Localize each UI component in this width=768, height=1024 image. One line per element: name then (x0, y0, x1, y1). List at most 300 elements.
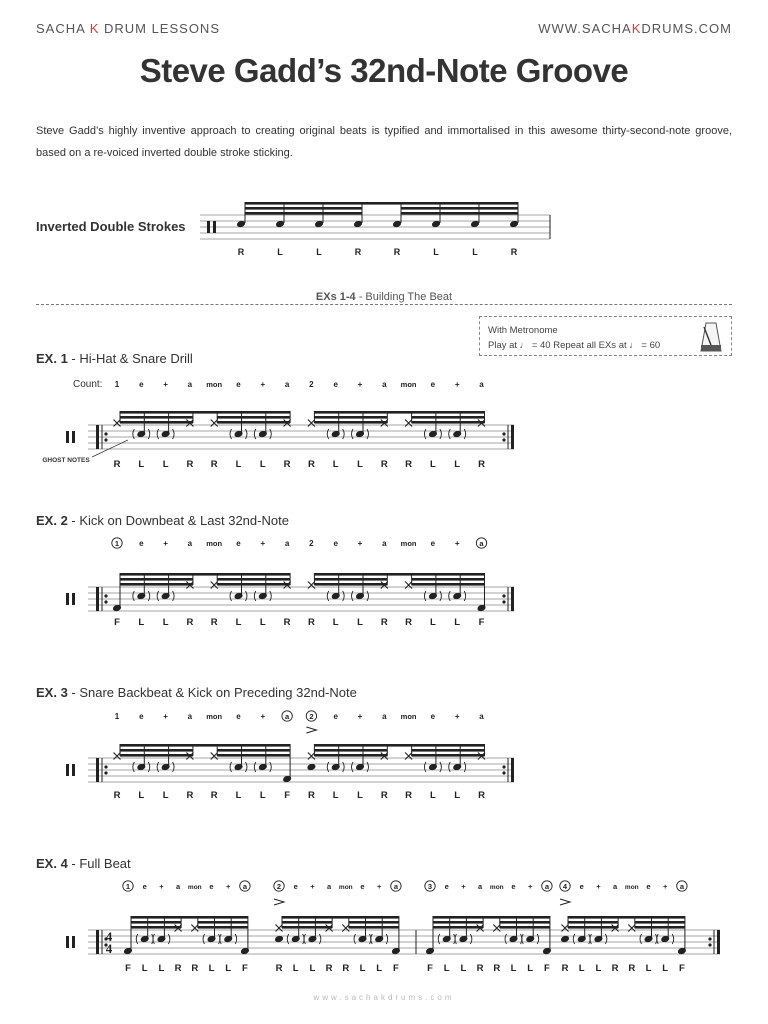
sticking-letter: R (237, 247, 245, 257)
sticking-letter: L (578, 963, 585, 974)
hihat-note (114, 753, 121, 760)
sticking-letter: F (678, 963, 685, 974)
beam (131, 921, 181, 924)
drum-notation (42, 202, 720, 974)
hihat-note (276, 925, 283, 932)
beam (568, 921, 618, 924)
ghost-parenthesis (270, 762, 272, 772)
beam (314, 744, 484, 747)
inverted-double-strokes-label: Inverted Double Strokes (36, 219, 186, 234)
ghost-parenthesis (449, 429, 451, 439)
count-label: + (461, 882, 466, 891)
count-label: mon (489, 884, 504, 891)
sticking-letter: L (235, 459, 242, 470)
beam (314, 583, 387, 586)
sticking-letter: R (380, 459, 388, 470)
ghost-parenthesis (343, 591, 345, 601)
repeat-dot (104, 600, 107, 603)
beam (500, 926, 550, 929)
time-signature: 4 (105, 941, 113, 956)
ghost-parenthesis (230, 429, 232, 439)
beam (198, 926, 248, 929)
ghost-parenthesis (203, 934, 205, 944)
beam (245, 202, 518, 205)
count-label: a (285, 712, 290, 721)
sticking-letter: F (114, 617, 120, 628)
sticking-letter: F (543, 963, 550, 974)
count-label: 3 (427, 882, 433, 891)
sticking-letter: L (259, 790, 266, 801)
hihat-note (308, 753, 315, 760)
beam (433, 916, 550, 919)
repeat-start-bar (96, 758, 99, 782)
ghost-parenthesis (640, 934, 642, 944)
sticking-letter: L (162, 459, 169, 470)
sticking-letter: L (454, 790, 461, 801)
sticking-letter: R (186, 459, 194, 470)
sticking-letter: L (460, 963, 467, 974)
ghost-parenthesis (424, 591, 426, 601)
hihat-note (211, 420, 218, 427)
beam (120, 754, 193, 757)
sticking-letter: L (292, 963, 299, 974)
percussion-clef (207, 221, 210, 233)
beam (120, 411, 290, 414)
count-label: e (333, 380, 338, 389)
count-label: a (382, 539, 387, 548)
count-label: 2 (309, 539, 314, 548)
count-label: e (236, 380, 241, 389)
count-label: e (360, 882, 365, 891)
sticking-letter: R (283, 617, 291, 628)
sticking-letter: F (241, 963, 248, 974)
sticking-letter: L (429, 790, 436, 801)
count-label: mon (338, 884, 353, 891)
sticking-letter: R (210, 459, 218, 470)
ghost-parenthesis (254, 429, 256, 439)
count-label: e (579, 882, 584, 891)
count-label: a (284, 539, 290, 548)
ghost-parenthesis (287, 934, 289, 944)
intro-paragraph: Steve Gadd’s highly inventive approach to creating original beats is typified and immortalised in this awesome thirty-second-note groove, based on a re-voiced inverted double stroke sticking. (36, 125, 732, 159)
beam (245, 212, 362, 215)
count-label: 1 (114, 380, 120, 389)
sticking-letter: R (476, 963, 484, 974)
hihat-note (405, 753, 412, 760)
sticking-letter: L (309, 963, 316, 974)
sticking-letter: R (113, 790, 121, 801)
count-label: + (357, 380, 363, 389)
ghost-parenthesis (133, 591, 135, 601)
repeat-dot (708, 943, 711, 946)
ghost-parenthesis (254, 591, 256, 601)
ghost-parenthesis (449, 762, 451, 772)
count-label: mon (400, 539, 417, 548)
count-label: a (242, 882, 247, 891)
sticking-letter: L (357, 459, 363, 470)
beam (412, 421, 485, 424)
count-label: + (310, 882, 315, 891)
sticking-letter: R (493, 963, 501, 974)
ghost-parenthesis (440, 762, 442, 772)
ghost-parenthesis (246, 591, 248, 601)
count-label: + (596, 882, 601, 891)
ghost-parenthesis (464, 591, 466, 601)
section-title: EXs 1-4 - Building The Beat (315, 291, 453, 303)
beam (282, 926, 332, 929)
sticking-letter: R (393, 247, 401, 257)
count-label: e (430, 539, 436, 548)
ghost-parenthesis (343, 429, 345, 439)
hihat-note (308, 582, 315, 589)
repeat-dot (502, 594, 505, 597)
beam (120, 573, 290, 576)
beam (349, 926, 399, 929)
repeat-dot (104, 438, 107, 441)
ghost-parenthesis (230, 762, 232, 772)
count-label: 1 (125, 882, 131, 891)
count-label: e (209, 882, 214, 891)
sticking-letter: R (405, 617, 413, 628)
hihat-note (191, 925, 198, 932)
beam (635, 921, 685, 924)
repeat-dot (502, 771, 505, 774)
sticking-letter: R (186, 617, 194, 628)
ghost-parenthesis (352, 762, 354, 772)
count-label: 1 (114, 539, 120, 548)
ghost-parenthesis (157, 429, 159, 439)
beam (217, 421, 290, 424)
beam (282, 916, 399, 919)
percussion-clef (66, 936, 69, 948)
sticking-letter: R (307, 459, 315, 470)
count-label: + (159, 882, 164, 891)
beam (412, 578, 485, 581)
beam (433, 921, 483, 924)
sticking-letter: L (454, 617, 461, 628)
count-label: e (142, 882, 147, 891)
beam (120, 421, 193, 424)
sticking-letter: F (392, 963, 399, 974)
ghost-parenthesis (327, 591, 329, 601)
sticking-letter: R (405, 459, 413, 470)
ghost-parenthesis (157, 591, 159, 601)
repeat-dot (502, 432, 505, 435)
ghost-parenthesis (352, 591, 354, 601)
sticking-letter: L (259, 617, 266, 628)
sticking-letter: R (628, 963, 636, 974)
ghost-parenthesis (235, 934, 237, 944)
beam (217, 416, 290, 419)
sticking-letter: L (235, 617, 242, 628)
count-label: e (511, 882, 516, 891)
sticking-letter: L (138, 617, 145, 628)
ghost-parenthesis (424, 429, 426, 439)
footer-url: www.sachakdrums.com (313, 993, 455, 1002)
sticking-letter: R (325, 963, 333, 974)
sticking-letter: R (354, 247, 362, 257)
accent-mark (306, 727, 316, 733)
ghost-parenthesis (157, 762, 159, 772)
count-label: + (163, 539, 168, 548)
beam (412, 749, 485, 752)
sticking-letter: R (210, 790, 218, 801)
sticking-letter: R (113, 459, 121, 470)
count-label: a (393, 882, 398, 891)
count-label: mon (400, 712, 417, 721)
count-label: e (139, 539, 144, 548)
ghost-parenthesis (173, 762, 175, 772)
time-signature: 4 (105, 929, 113, 944)
sticking-letter: L (208, 963, 215, 974)
count-prefix: Count: (73, 379, 103, 390)
beam (245, 207, 362, 210)
count-label: 2 (276, 882, 282, 891)
count-label: + (357, 539, 363, 548)
count-label: 4 (562, 882, 568, 891)
ghost-parenthesis (148, 762, 150, 772)
sticking-letter: L (277, 247, 283, 257)
ghost-parenthesis (270, 429, 272, 439)
hihat-note (562, 925, 569, 932)
sticking-letter: R (210, 617, 218, 628)
repeat-start-bar (96, 930, 99, 954)
sticking-letter: L (162, 617, 169, 628)
beam (314, 573, 484, 576)
brand-header: SACHA K DRUM LESSONS (36, 21, 220, 36)
ghost-parenthesis (352, 429, 354, 439)
hihat-note (493, 925, 500, 932)
count-label: a (679, 882, 684, 891)
count-label: a (382, 712, 387, 721)
sticking-letter: L (316, 247, 322, 257)
count-label: + (260, 380, 266, 389)
ghost-parenthesis (367, 762, 369, 772)
ex4-title: EX. 4 - Full Beat (36, 856, 131, 871)
ghost-parenthesis (254, 762, 256, 772)
sticking-letter: L (332, 459, 339, 470)
metronome-tempo: Play at ♩ = 40 Repeat all EXs at ♩ = 60 (488, 340, 661, 351)
beam (282, 921, 332, 924)
sticking-letter: R (510, 247, 518, 257)
count-label: e (139, 712, 144, 721)
ghost-parenthesis (343, 762, 345, 772)
sticking-letter: R (342, 963, 350, 974)
beam (120, 749, 193, 752)
beam (401, 212, 518, 215)
ghost-parenthesis (449, 591, 451, 601)
ghost-parenthesis (440, 591, 442, 601)
sticking-letter: L (443, 963, 450, 974)
count-label: + (454, 380, 460, 389)
ghost-parenthesis (386, 934, 388, 944)
beam (412, 416, 485, 419)
sticking-letter: L (158, 963, 165, 974)
metronome-title: With Metronome (488, 325, 558, 336)
beam (635, 926, 685, 929)
repeat-dot (502, 438, 505, 441)
repeat-end-bar (511, 425, 514, 449)
hihat-note (405, 582, 412, 589)
ghost-parenthesis (440, 429, 442, 439)
ghost-parenthesis (354, 934, 356, 944)
sticking-letter: F (125, 963, 131, 974)
beam (314, 578, 387, 581)
ghost-parenthesis (270, 591, 272, 601)
percussion-clef (213, 221, 216, 233)
count-label: + (163, 380, 168, 389)
ghost-parenthesis (327, 762, 329, 772)
count-label: mon (206, 712, 223, 721)
ghost-notes-label: GHOST NOTES (42, 457, 90, 464)
count-label: + (377, 882, 382, 891)
sticking-letter: L (259, 459, 266, 470)
ex1-title: EX. 1 - Hi-Hat & Snare Drill (36, 351, 193, 366)
sticking-letter: R (561, 963, 569, 974)
count-label: a (479, 539, 484, 548)
sticking-letter: R (380, 617, 388, 628)
count-label: e (444, 882, 449, 891)
sticking-letter: L (429, 459, 436, 470)
beam (131, 926, 181, 929)
beam (412, 583, 485, 586)
repeat-dot (104, 594, 107, 597)
ghost-parenthesis (573, 934, 575, 944)
ghost-parenthesis (537, 934, 539, 944)
ghost-parenthesis (168, 934, 170, 944)
repeat-dot (104, 432, 107, 435)
count-label: e (333, 712, 338, 721)
beam (120, 416, 193, 419)
sticking-letter: R (275, 963, 283, 974)
count-label: 1 (114, 712, 120, 721)
ghost-parenthesis (367, 429, 369, 439)
sticking-letter: L (138, 790, 145, 801)
sticking-letter: L (332, 790, 339, 801)
beam (314, 416, 387, 419)
sticking-letter: L (454, 459, 461, 470)
beam (314, 421, 387, 424)
ghost-parenthesis (470, 934, 472, 944)
ghost-parenthesis (438, 934, 440, 944)
beam (349, 921, 399, 924)
ghost-parenthesis (424, 762, 426, 772)
repeat-dot (104, 771, 107, 774)
beam (120, 744, 290, 747)
beam (131, 916, 248, 919)
hihat-note (114, 420, 121, 427)
repeat-dot (104, 765, 107, 768)
count-label: mon (400, 380, 417, 389)
sticking-letter: R (478, 459, 485, 470)
beam (412, 754, 485, 757)
count-label: + (226, 882, 231, 891)
sticking-letter: L (472, 247, 478, 257)
beam (500, 921, 550, 924)
sticking-letter: L (433, 247, 439, 257)
beam (568, 916, 685, 919)
repeat-start-bar (96, 425, 99, 449)
count-label: mon (187, 884, 202, 891)
count-label: 2 (309, 380, 314, 389)
count-label: a (479, 380, 484, 389)
sticking-letter: L (595, 963, 602, 974)
sticking-letter: L (510, 963, 517, 974)
ex3-title: EX. 3 - Snare Backbeat & Kick on Preceding 32nd-Note (36, 685, 357, 700)
count-label: a (382, 380, 387, 389)
sticking-letter: L (357, 617, 363, 628)
beam (314, 749, 387, 752)
ghost-parenthesis (148, 429, 150, 439)
ex2-title: EX. 2 - Kick on Downbeat & Last 32nd-Note (36, 513, 289, 528)
count-label: mon (206, 380, 223, 389)
count-label: a (176, 882, 181, 891)
sticking-letter: L (332, 617, 339, 628)
percussion-clef (72, 593, 75, 605)
beam (314, 754, 387, 757)
count-label: e (139, 380, 144, 389)
sticking-letter: L (662, 963, 669, 974)
sticking-letter: L (235, 790, 242, 801)
count-label: + (260, 712, 266, 721)
repeat-end-bar (511, 587, 514, 611)
sticking-letter: L (429, 617, 436, 628)
sticking-letter: L (225, 963, 232, 974)
count-label: e (646, 882, 651, 891)
sticking-letter: R (307, 617, 315, 628)
ghost-parenthesis (136, 934, 138, 944)
ghost-parenthesis (133, 429, 135, 439)
repeat-start-bar (96, 587, 99, 611)
sticking-letter: F (478, 617, 485, 628)
count-label: a (544, 882, 549, 891)
count-label: + (163, 712, 168, 721)
beam (198, 921, 248, 924)
count-label: 2 (309, 712, 314, 721)
sticking-letter: R (186, 790, 194, 801)
beam (217, 754, 290, 757)
sticking-letter: R (191, 963, 199, 974)
beam (120, 578, 193, 581)
ghost-parenthesis (246, 429, 248, 439)
ghost-parenthesis (173, 591, 175, 601)
percussion-clef (72, 431, 75, 443)
count-label: + (528, 882, 533, 891)
count-label: a (284, 380, 290, 389)
ghost-parenthesis (464, 762, 466, 772)
beam (314, 411, 484, 414)
accent-mark (560, 899, 570, 905)
hihat-note (211, 753, 218, 760)
ghost-parenthesis (327, 429, 329, 439)
ghost-parenthesis (246, 762, 248, 772)
repeat-dot (502, 600, 505, 603)
website-url: WWW.SACHAKDRUMS.COM (538, 21, 732, 36)
repeat-dot (502, 765, 505, 768)
ghost-parenthesis (464, 429, 466, 439)
sticking-letter: L (359, 963, 366, 974)
beam (217, 583, 290, 586)
count-label: e (430, 712, 436, 721)
percussion-clef (72, 764, 75, 776)
beam (217, 749, 290, 752)
count-label: e (293, 882, 298, 891)
ghost-parenthesis (319, 934, 321, 944)
beam (568, 926, 618, 929)
beam (120, 583, 193, 586)
ghost-parenthesis (173, 429, 175, 439)
count-label: a (327, 882, 332, 891)
